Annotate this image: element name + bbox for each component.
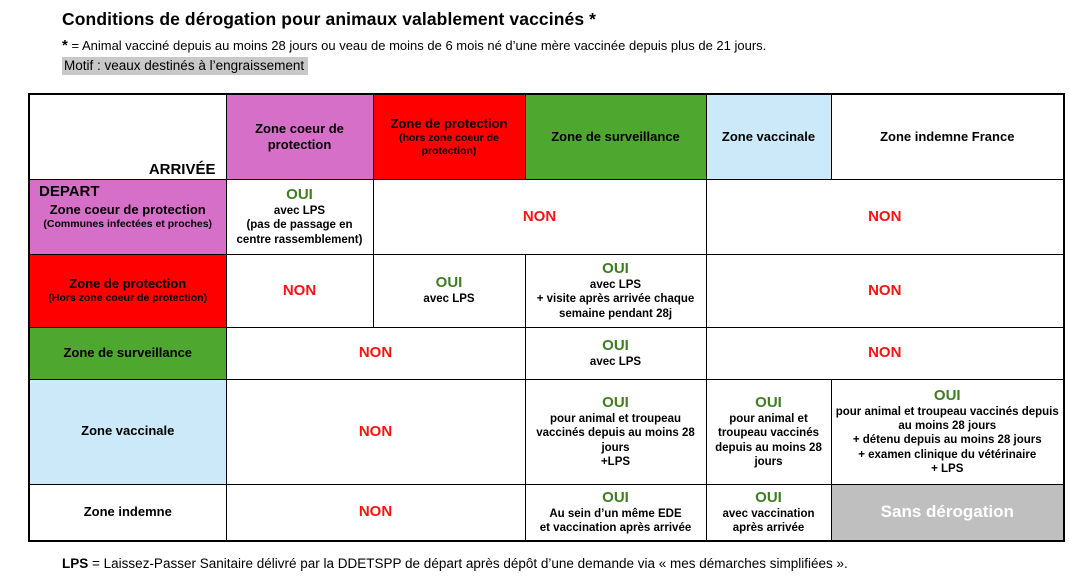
col-header-zone-indemne-france [831,94,1064,179]
derogation-matrix-table [28,93,1065,542]
verdict-text: NON [868,344,902,361]
table-header-row [29,94,1064,179]
table-row [29,379,1064,484]
verdict-cell [706,484,831,541]
row-header-sublabel: (Communes infectées et proches) [43,218,213,231]
verdict-cell [226,379,525,484]
verdict-text: OUI [602,488,629,506]
sans-derogation-cell [831,484,1064,541]
col-header-zone-coeur-de-protection [226,94,373,179]
verdict-cell [525,254,706,327]
verdict-text: NON [358,503,393,521]
condition-line: pour animal et troupeau vaccinés depuis au moins 28 jours [536,412,695,454]
col-header-zone-de-surveillance [525,94,706,179]
verdict-text: NON [358,344,393,361]
verdict-cell [831,379,1064,484]
condition-line: après arrivée [732,522,805,535]
table-row [29,179,1064,254]
condition-line: + visite après arrivée chaque semaine pendant 28j [536,293,695,320]
row-header-label: Zone coeur de protection [49,202,206,218]
footnote-text: = Laissez-Passer Sanitaire délivré par la DDETSPP de départ après dépôt d’une demande via « mes démarches simplifiées ». [92,556,848,571]
motif-highlighted-text: Motif : veaux destinés à l’engraissement [62,57,308,75]
verdict-text: OUI [602,259,629,277]
condition-line: avec LPS [423,293,475,306]
table-row [29,484,1064,541]
verdict-text: OUI [435,274,463,292]
row-header-label: Zone vaccinale [81,423,175,439]
verdict-text: NON [522,207,557,225]
verdict-cell [525,327,706,379]
motif-line [62,58,308,73]
condition-line: pour animal et troupeau vaccinés depuis au moins 28 jours [715,412,822,468]
row-header-zone-vaccinale [29,379,226,484]
verdict-cell [373,179,706,254]
verdict-cell [226,484,525,541]
col-header-zone-de-protection [373,94,525,179]
row-header-sublabel: (Hors zone coeur de protection) [48,292,208,305]
verdict-cell [706,327,1064,379]
footnote-lps [62,556,848,571]
subtitle-definition [62,37,766,54]
footnote-abbr: LPS [62,556,89,571]
condition-line: avec LPS [589,278,642,291]
verdict-cell [525,379,706,484]
verdict-text: OUI [286,185,313,203]
verdict-text: NON [358,422,393,440]
condition-line: + détenu depuis au moins 28 jours [852,434,1042,447]
table-row [29,254,1064,327]
condition-line: avec LPS [273,204,326,217]
condition-line: + examen clinique du vétérinaire [858,448,1037,461]
sans-derogation-text: Sans dérogation [880,502,1014,522]
row-header-zone-de-surveillance [29,327,226,379]
subtitle-text: = Animal vacciné depuis au moins 28 jours ou veau de moins de 6 mois né d’une mère vaccinée depuis plus de 21 jours. [71,38,767,53]
verdict-cell [706,379,831,484]
row-header-label: Zone de surveillance [63,344,193,360]
col-header-label: Zone coeur de protection [255,120,344,152]
verdict-text: OUI [933,386,961,404]
verdict-text: OUI [755,393,782,411]
verdict-cell [525,484,706,541]
condition-line: +LPS [600,455,631,468]
condition-line: avec vaccination [722,507,815,520]
col-header-label: Zone de surveillance [551,128,680,144]
table-row [29,327,1064,379]
verdict-text: OUI [755,488,782,506]
verdict-cell [226,254,373,327]
verdict-text: OUI [602,336,629,354]
verdict-text: OUI [602,393,629,411]
col-header-label: Zone indemne France [880,128,1015,144]
verdict-text: NON [868,207,902,225]
page-title: Conditions de dérogation pour animaux valablement vaccinés * [62,9,597,29]
arrival-label: ARRIVÉE [148,160,216,178]
row-header-zone-indemne [29,484,226,541]
condition-line: et vaccination après arrivée [539,522,692,535]
verdict-cell [373,254,525,327]
col-header-label: Zone de protection [390,116,508,132]
asterisk-mark: * [62,37,68,54]
row-header-label: Zone de protection [69,276,187,292]
condition-line: pour animal et troupeau vaccinés depuis au moins 28 jours [835,405,1059,432]
condition-line: + LPS [931,463,964,476]
verdict-cell [226,179,373,254]
verdict-text: NON [282,281,317,299]
row-header-zone-de-protection [29,254,226,327]
condition-line: Au sein d’un même EDE [549,507,682,520]
verdict-text: NON [868,281,902,299]
verdict-cell [706,179,1064,254]
departure-label: DEPART [39,182,100,200]
corner-cell [29,94,226,200]
col-header-label: Zone vaccinale [721,128,816,144]
condition-line: (pas de passage en centre rassemblement) [236,219,363,246]
condition-line: avec LPS [589,355,642,368]
row-header-label: Zone indemne [83,504,172,520]
verdict-cell [226,327,525,379]
col-header-zone-vaccinale [706,94,831,179]
verdict-cell [706,254,1064,327]
col-header-sublabel: (hors zone coeur de protection) [399,132,499,157]
